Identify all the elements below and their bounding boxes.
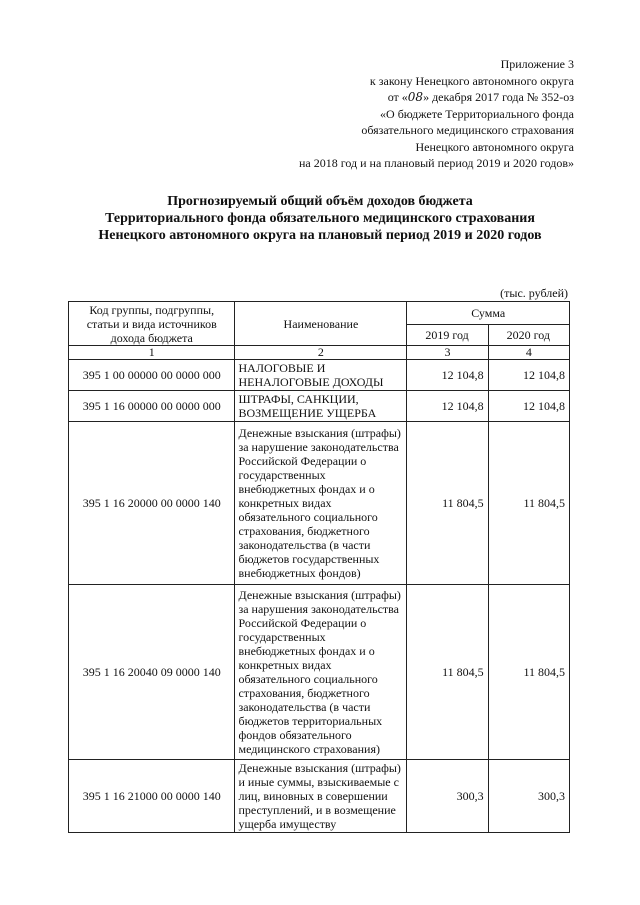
header-year-2019: 2019 год	[407, 325, 488, 346]
column-number-4: 4	[488, 346, 569, 360]
row-code: 395 1 16 20000 00 0000 140	[69, 422, 235, 585]
appendix-line-6: Ненецкого автономного округа	[415, 139, 574, 154]
row-sum-2019: 12 104,8	[407, 360, 488, 391]
title-line-2: Территориального фонда обязательного медицинского страхования	[105, 211, 535, 226]
unit-label: (тыс. рублей)	[500, 286, 568, 300]
row-code: 395 1 16 21000 00 0000 140	[69, 760, 235, 833]
column-number-2: 2	[235, 346, 407, 360]
table-row	[69, 391, 570, 422]
column-number-row	[69, 346, 570, 360]
handwritten-day: 08	[407, 90, 424, 104]
row-sum-2020: 11 804,5	[488, 585, 569, 760]
table-row	[69, 760, 570, 833]
row-sum-2020: 11 804,5	[488, 422, 569, 585]
row-sum-2020: 12 104,8	[488, 391, 569, 422]
table-row	[69, 585, 570, 760]
appendix-line-3	[174, 89, 574, 106]
row-sum-2020: 300,3	[488, 760, 569, 833]
row-code: 395 1 16 20040 09 0000 140	[69, 585, 235, 760]
appendix-line-7: на 2018 год и на плановый период 2019 и 2020 годов»	[298, 156, 574, 170]
row-code: 395 1 00 00000 00 0000 000	[69, 360, 235, 391]
date-prefix: от «	[387, 90, 408, 104]
row-name: Денежные взыскания (штрафы) за нарушения законодательства Российской Федерации о государственных внебюджетных фондах и о конкретных видах обязательного социального страхования, бюджетного законодательства (в части бюджетов территориальных фондов обязательного медицинского страхования)	[235, 585, 407, 760]
appendix-line-1: Приложение 3	[500, 57, 574, 71]
title-line-1: Прогнозируемый общий объём доходов бюджета	[167, 194, 473, 209]
header-year-2020: 2020 год	[488, 325, 569, 346]
header-row	[69, 302, 570, 325]
document-title	[40, 193, 600, 244]
table-row	[69, 422, 570, 585]
row-name: Денежные взыскания (штрафы) и иные суммы, взыскиваемые с лиц, виновных в совершении преступлений, и в возмещение ущерба имуществу	[235, 760, 407, 833]
header-code: Код группы, подгруппы, статьи и вида источников дохода бюджета	[69, 302, 235, 346]
row-sum-2019: 300,3	[407, 760, 488, 833]
row-sum-2020: 12 104,8	[488, 360, 569, 391]
column-number-1: 1	[69, 346, 235, 360]
title-line-3: Ненецкого автономного округа на плановый период 2019 и 2020 годов	[98, 228, 542, 243]
appendix-line-2: к закону Ненецкого автономного округа	[369, 73, 574, 88]
header-name: Наименование	[235, 302, 407, 346]
row-name: Денежные взыскания (штрафы) за нарушение законодательства Российской Федерации о государственных внебюджетных фондах и о конкретных видах обязательного социального страхования, бюджетного законодательства (в части бюджетов государственных внебюджетных фондов)	[235, 422, 407, 585]
date-suffix: » декабря 2017 года № 352-оз	[423, 90, 574, 104]
table-row	[69, 360, 570, 391]
row-sum-2019: 12 104,8	[407, 391, 488, 422]
row-code: 395 1 16 00000 00 0000 000	[69, 391, 235, 422]
revenue-table	[68, 301, 570, 833]
appendix-header	[174, 56, 574, 172]
row-name: НАЛОГОВЫЕ И НЕНАЛОГОВЫЕ ДОХОДЫ	[235, 360, 407, 391]
row-sum-2019: 11 804,5	[407, 422, 488, 585]
column-number-3: 3	[407, 346, 488, 360]
appendix-line-5: обязательного медицинского страхования	[361, 123, 574, 137]
row-sum-2019: 11 804,5	[407, 585, 488, 760]
row-name: ШТРАФЫ, САНКЦИИ, ВОЗМЕЩЕНИЕ УЩЕРБА	[235, 391, 407, 422]
appendix-line-4: «О бюджете Территориального фонда	[380, 106, 574, 121]
header-sum: Сумма	[407, 302, 570, 325]
